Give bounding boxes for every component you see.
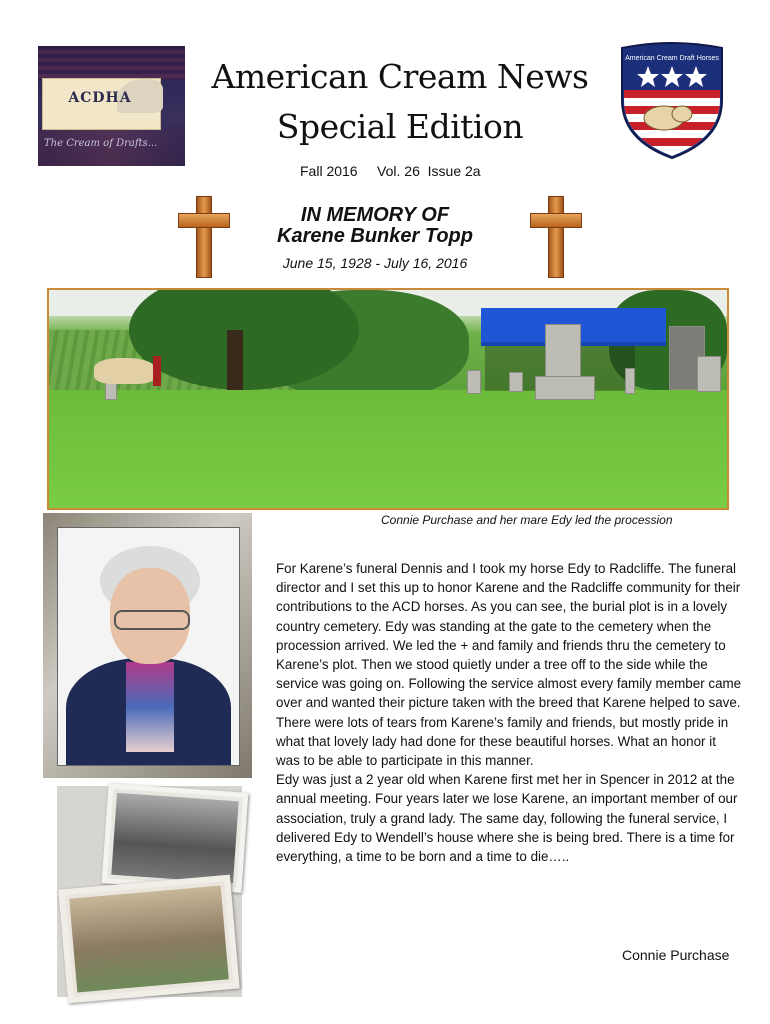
article-body [276,559,742,866]
article-signature: Connie Purchase [622,947,730,963]
portrait-frame [43,513,252,778]
title-line-1: American Cream News [211,57,589,96]
title-line-2: Special Edition [276,107,524,146]
memorial-dates: June 15, 1928 - July 16, 2016 [282,255,468,271]
badge-text: American Cream Draft Horses [625,55,719,62]
volume: Vol. 26 Issue 2a [377,163,481,179]
memorial-heading-line-2: Karene Bunker Topp [277,225,473,247]
season: Fall 2016 [300,163,358,179]
logo-tagline: The Cream of Drafts... [44,138,158,149]
cross-icon [178,196,228,276]
photo-caption: Connie Purchase and her mare Edy led the procession [381,513,673,527]
article-paragraph: Edy was just a 2 year old when Karene first met her in Spencer in 2012 at the annual meeting. Four years later we lose Karene, an important member of our association, truly a grand lady. The same day, following the funeral service, I delivered Edy to Wendell’s house where she is being bred. There is a time for everything, a time to be born and a time to die….. [276,772,738,865]
headstone [697,356,721,392]
cemetery-photo [47,288,729,510]
headstone [535,376,595,400]
acdha-logo [38,46,185,166]
issue-info [300,163,481,179]
portrait-photo [57,527,240,766]
memorial-heading-line-1: IN MEMORY OF [300,204,450,226]
headstone [625,368,635,394]
headstone [467,370,481,394]
newsletter-title [200,52,600,152]
vintage-photo-collage [57,786,242,997]
cross-icon [530,196,580,276]
shield-badge-icon [618,40,726,160]
horse-figure [94,358,156,384]
vintage-photo [58,875,239,1004]
logo-acronym: ACDHA [68,90,132,106]
headstone [509,372,523,392]
article-paragraph: For Karene’s funeral Dennis and I took my horse Edy to Radcliffe. The funeral director and I set this up to honor Karene and the Radcliffe community for their contributions to the ACD horses. As you can see, the burial plot is in a lovely country cemetery. Edy was standing at the gate to the cemetery when the procession arrived. We led the + and family and friends thru the cemetery to Karene’s plot. Then we stood quietly under a tree off to the side while the service was going on. Following the service almost every family member came over and wanted their picture taken with the breed that Karene helped to save. There were lots of tears from Karene’s family and friends, but mostly pride in what that lovely lady had done for these beautiful horses. What an honor it was to be able to participate in this manner. [276,561,742,769]
person-figure [153,356,161,386]
memorial-heading [255,205,495,247]
flag-stripes [38,46,185,80]
